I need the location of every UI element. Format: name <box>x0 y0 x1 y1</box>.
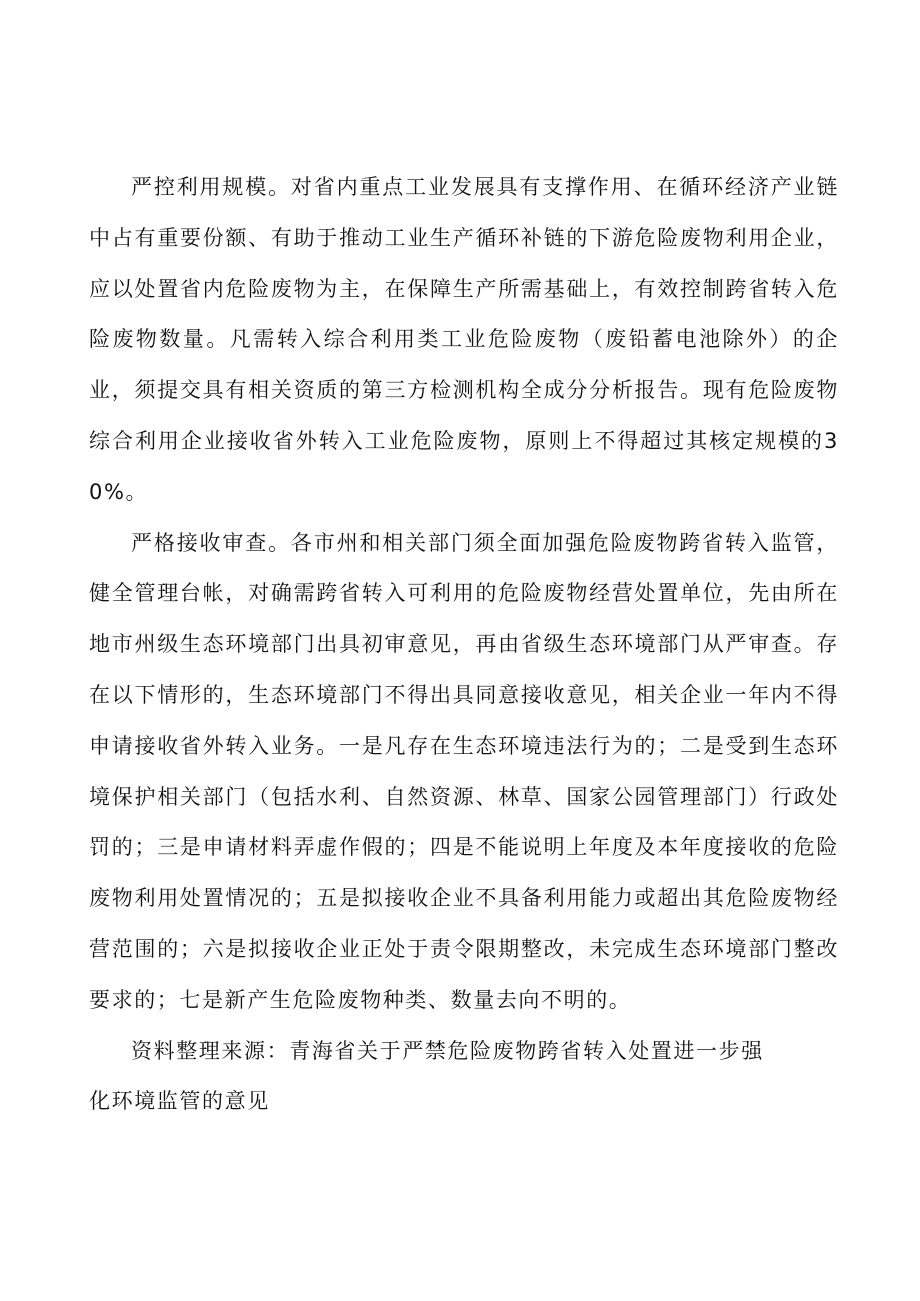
document-body <box>89 162 839 1127</box>
paragraph-usage-scale-control: 严控利用规模。对省内重点工业发展具有支撑作用、在循环经济产业链中占有重要份额、有助于推动工业生产循环补链的下游危险废物利用企业，应以处置省内危险废物为主，在保障生产所需基础上，有效控制跨省转入危险废物数量。凡需转入综合利用类工业危险废物（废铅蓄电池除外）的企业，须提交具有相关资质的第三方检测机构全成分分析报告。现有危险废物综合利用企业接收省外转入工业危险废物，原则上不得超过其核定规模的30%。 <box>89 175 839 504</box>
paragraph-receipt-review: 严格接收审查。各市州和相关部门须全面加强危险废物跨省转入监管，健全管理台帐，对确需跨省转入可利用的危险废物经营处置单位，先由所在地市州级生态环境部门出具初审意见，再由省级生态环境部门从严审查。存在以下情形的，生态环境部门不得出具同意接收意见，相关企业一年内不得申请接收省外转入业务。一是凡存在生态环境违法行为的；二是受到生态环境保护相关部门（包括水利、自然资源、林草、国家公园管理部门）行政处罚的；三是申请材料弄虚作假的；四是不能说明上年度及本年度接收的危险废物利用处置情况的；五是拟接收企业不具备利用能力或超出其危险废物经营范围的；六是拟接收企业正处于责令限期整改，未完成生态环境部门整改要求的；七是新产生危险废物种类、数量去向不明的。 <box>89 530 839 1012</box>
source-note: 资料整理来源：青海省关于严禁危险废物跨省转入处置进一步强化环境监管的意见 <box>89 1038 764 1114</box>
